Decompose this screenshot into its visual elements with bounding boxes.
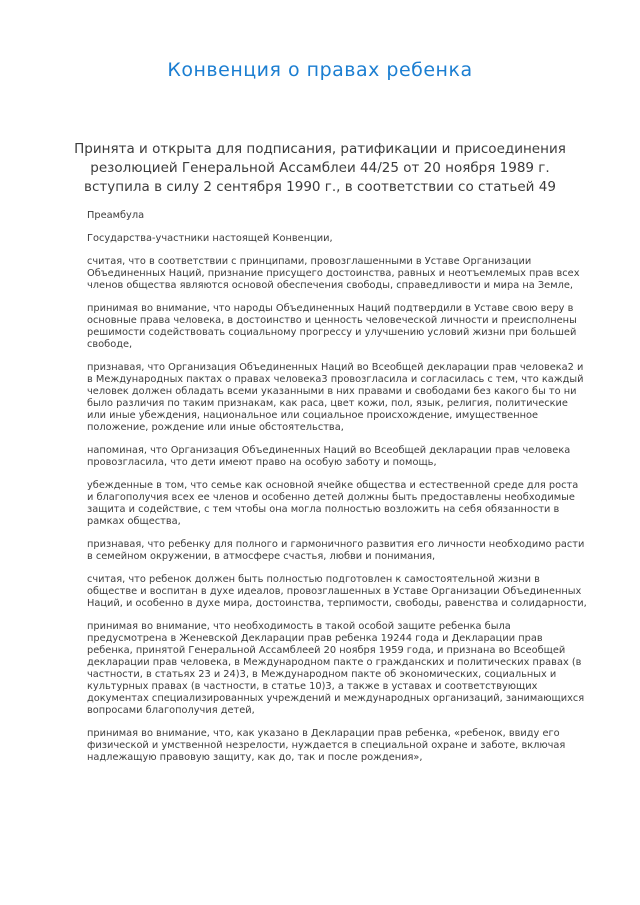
- subtitle-sentence: вступила в силу 2 сентября 1990 г., в соответствии со статьей 49: [84, 179, 556, 195]
- preamble-paragraph: напоминая, что Организация Объединенных Наций во Всеобщей декларации прав человека провозгласила, что дети имеют право на особую заботу и помощь,: [87, 445, 571, 468]
- preamble-paragraph: принимая во внимание, что, как указано в Декларации прав ребенка, «ребенок, ввиду его физической и умственной незрелости, нуждается в специальной охране и заботе, включая надлежащую правовую защиту, как до, так и после рождения»,: [87, 728, 566, 763]
- section-heading-preamble: Преамбула: [87, 210, 145, 221]
- preamble-paragraph: убежденные в том, что семье как основной ячейке общества и естественной среде для роста и благополучия всех ее членов и особенно детей должны быть предоставлены необходимые защита и содействие, с тем чтобы она могла полностью возложить на себя обязанности в рамках общества,: [87, 480, 579, 527]
- document-subtitle: [68, 140, 573, 197]
- preamble-paragraph: принимая во внимание, что необходимость в такой особой защите ребенка была предусмотрена в Женевской Декларации прав ребенка 19244 года и Декларации прав ребенка, принятой Генеральной Ассамблеей 20 ноября 1959 года, и признана во Всеобщей декларации прав человека, в Международном пакте о гражданских и политических правах (в частности, в статьях 23 и 24)3, в Международном пакте об экономических, социальных и культурных правах (в частности, в статье 10)3, а также в уставах и соответствующих документах специализированных учреждений и международных организаций, занимающихся вопросами благополучия детей,: [87, 621, 585, 716]
- page-title: Конвенция о правах ребенка: [167, 59, 473, 81]
- subtitle-sentence: Принята и открыта для подписания, ратификации и присоединения резолюцией Генеральной Ассамблеи 44/25 от 20 ноября 1989 г.: [74, 141, 566, 176]
- preamble-paragraph: принимая во внимание, что народы Объединенных Наций подтвердили в Уставе свою веру в основные права человека, в достоинство и ценность человеческой личности и преисполнены решимости содействовать социальному прогрессу и улучшению условий жизни при большей свободе,: [87, 303, 577, 350]
- preamble-paragraph: признавая, что Организация Объединенных Наций во Всеобщей декларации прав человека2 и в Международных пактах о правах человека3 провозгласила и согласилась с тем, что каждый человек должен обладать всеми указанными в них правами и свободами без какого бы то ни было различия по таким признакам, как раса, цвет кожи, пол, язык, религия, политические или иные убеждения, национальное или социальное происхождение, имущественное положение, рождение или иные обстоятельства,: [87, 362, 584, 433]
- preamble-paragraph: считая, что в соответствии с принципами, провозглашенными в Уставе Организации Объединенных Наций, признание присущего достоинства, равных и неотъемлемых прав всех членов общества являются основой обеспечения свободы, справедливости и мира на Земле,: [87, 256, 580, 291]
- document-body: [87, 210, 587, 764]
- preamble-paragraph: Государства-участники настоящей Конвенции,: [87, 233, 333, 244]
- preamble-paragraph: признавая, что ребенку для полного и гармоничного развития его личности необходимо расти в семейном окружении, в атмосфере счастья, любви и понимания,: [87, 539, 585, 562]
- preamble-paragraph: считая, что ребенок должен быть полностью подготовлен к самостоятельной жизни в обществе и воспитан в духе идеалов, провозглашенных в Уставе Организации Объединенных Наций, и особенно в духе мира, достоинства, терпимости, свободы, равенства и солидарности,: [87, 574, 587, 609]
